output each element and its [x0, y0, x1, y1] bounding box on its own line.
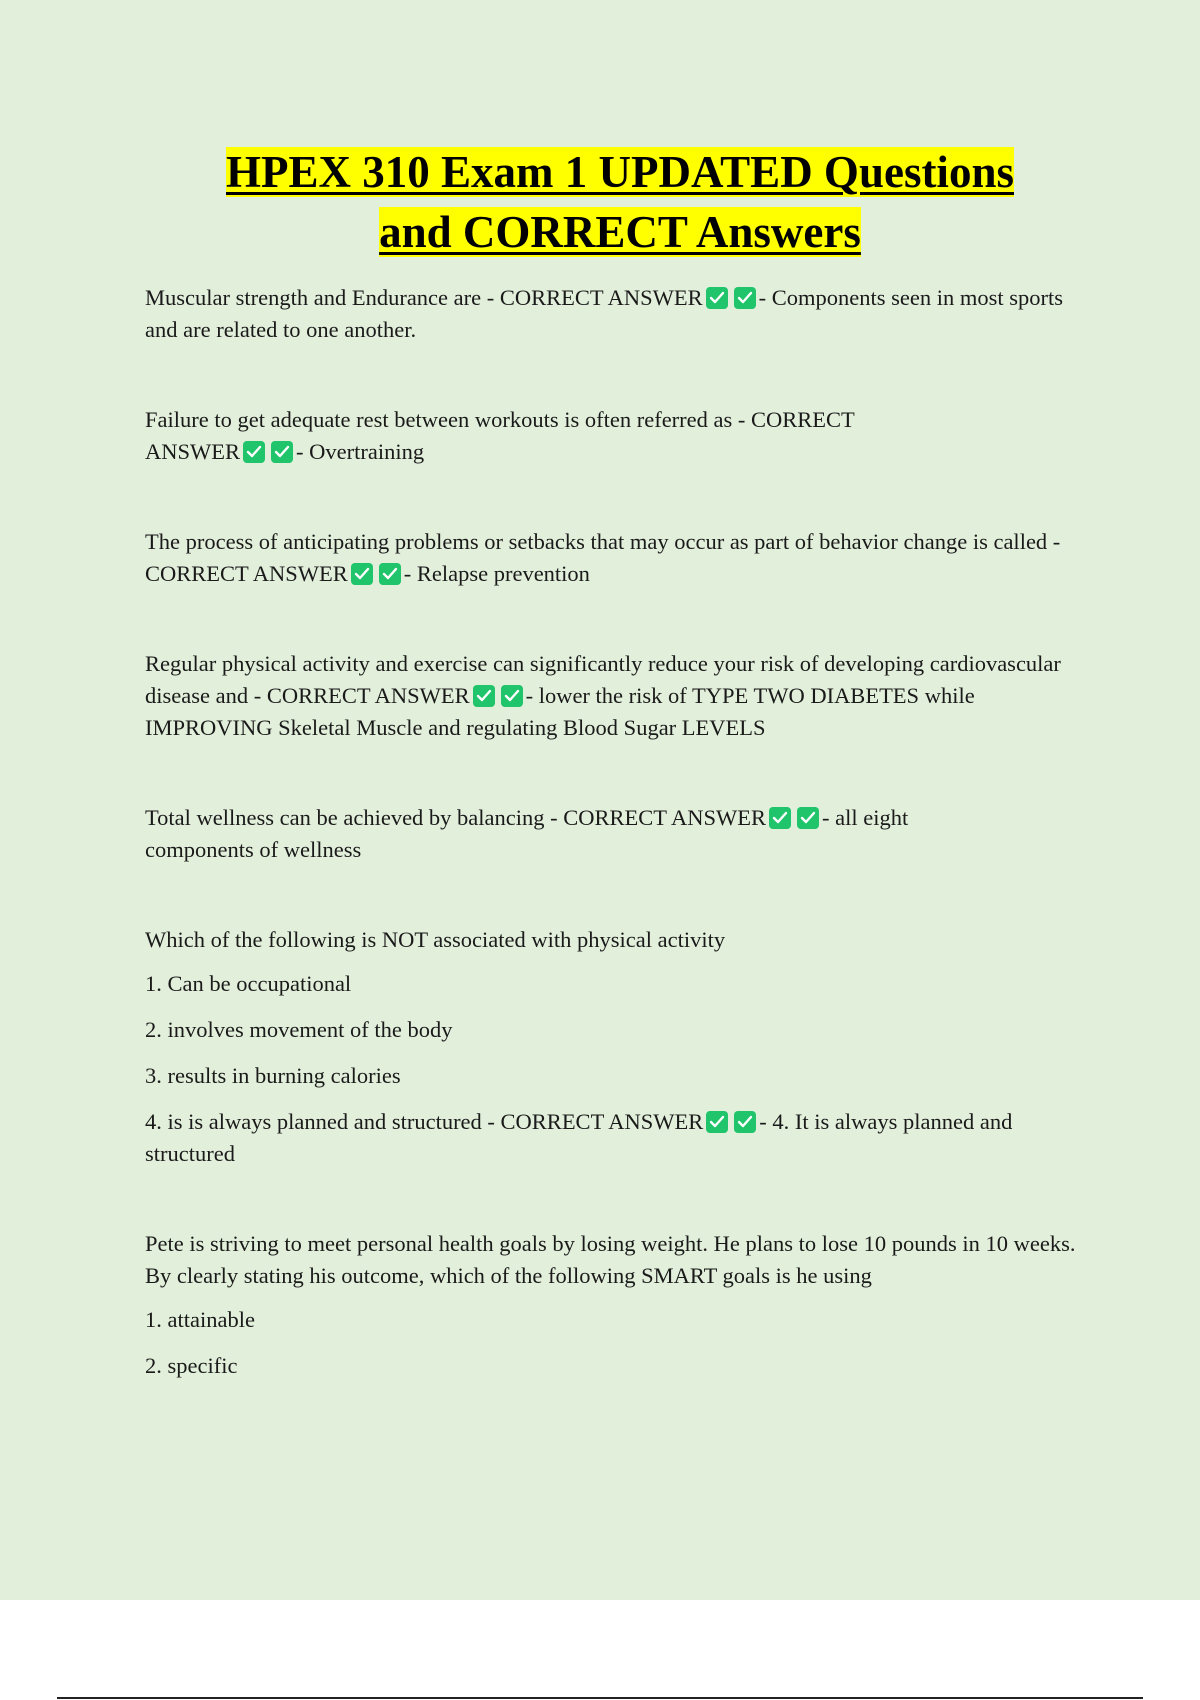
answer-option: 2. involves movement of the body	[145, 1017, 453, 1042]
check-box-icon	[769, 807, 791, 829]
option-text: 4. is is always planned and structured -	[145, 1109, 501, 1134]
check-box-icon	[706, 287, 728, 309]
question-stem: Pete is striving to meet personal health goals by losing weight. He plans to lose 10 pounds in 10 weeks. By clearly stating his outcome, which of the following SMART goals is he using	[145, 1231, 1076, 1288]
answer-option	[145, 1106, 1095, 1170]
title-line-2: and CORRECT Answers	[379, 207, 861, 257]
document-title	[145, 142, 1095, 262]
check-box-icon	[734, 287, 756, 309]
qa-item	[145, 282, 1095, 346]
check-box-icon	[351, 563, 373, 585]
answer-text: - lower the risk of TYPE TWO DIABETES while IMPROVING Skeletal Muscle and regulating Blood Sugar LEVELS	[145, 683, 975, 740]
footer-divider	[57, 1697, 1143, 1699]
document-body	[145, 282, 1095, 1396]
correct-answer-label: CORRECT ANSWER	[145, 407, 855, 464]
check-box-icon	[473, 685, 495, 707]
title-line-1: HPEX 310 Exam 1 UPDATED Questions	[226, 147, 1014, 197]
question-text: Failure to get adequate rest between workouts is often referred as -	[145, 407, 752, 432]
question-text: Total wellness can be achieved by balancing -	[145, 805, 564, 830]
mcq-question	[145, 1228, 1095, 1382]
answer-text: - all eight components of wellness	[145, 805, 909, 862]
mcq-question	[145, 924, 1095, 1170]
correct-answer-label: CORRECT ANSWER	[499, 285, 703, 310]
correct-answer-label: CORRECT ANSWER	[145, 561, 348, 586]
answer-text: - Components seen in most sports and are related to one another.	[145, 285, 1063, 342]
answer-option: 3. results in burning calories	[145, 1063, 401, 1088]
qa-item	[145, 526, 1095, 590]
answer-text: - Overtraining	[296, 439, 425, 464]
answer-option: 2. specific	[145, 1353, 238, 1378]
correct-answer-label: CORRECT ANSWER	[266, 683, 470, 708]
check-box-icon	[501, 685, 523, 707]
answer-text: - 4. It is always planned and structured	[145, 1109, 1013, 1166]
correct-answer-label: CORRECT ANSWER	[500, 1109, 704, 1134]
qa-item	[145, 404, 1095, 468]
answer-option: 1. Can be occupational	[145, 971, 352, 996]
check-box-icon	[379, 563, 401, 585]
question-text: The process of anticipating problems or setbacks that may occur as part of behavior change is called -	[145, 529, 1061, 554]
answer-text: - Relapse prevention	[403, 561, 590, 586]
check-box-icon	[797, 807, 819, 829]
check-box-icon	[706, 1111, 728, 1133]
check-box-icon	[734, 1111, 756, 1133]
question-text: Regular physical activity and exercise can significantly reduce your risk of developing cardiovascular disease and -	[145, 651, 1061, 708]
qa-item	[145, 648, 1095, 744]
question-stem: Which of the following is NOT associated with physical activity	[145, 927, 726, 952]
answer-option: 1. attainable	[145, 1307, 255, 1332]
question-text: Muscular strength and Endurance are -	[145, 285, 500, 310]
check-box-icon	[271, 441, 293, 463]
qa-item	[145, 802, 1095, 866]
check-box-icon	[243, 441, 265, 463]
correct-answer-label: CORRECT ANSWER	[563, 805, 767, 830]
